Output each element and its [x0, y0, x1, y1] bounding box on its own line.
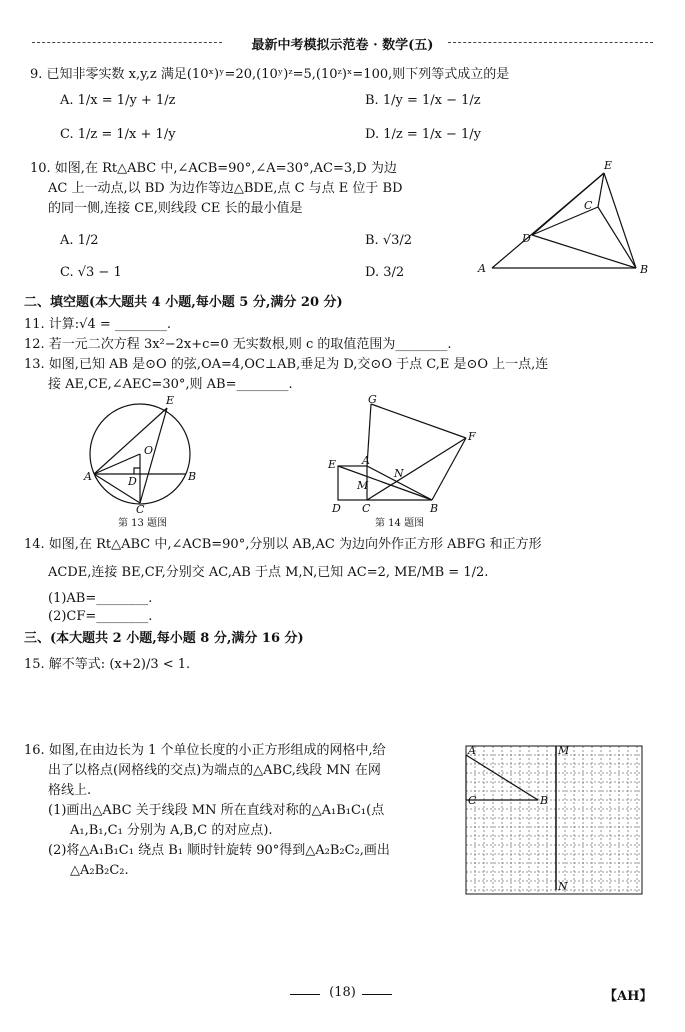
q9-option-b: B. 1/y = 1/x − 1/z [365, 93, 481, 108]
q14-label-g: G [368, 393, 377, 406]
q10-label-c: C [584, 199, 593, 212]
q14-label-f: F [468, 430, 476, 443]
header-rule-right [448, 42, 653, 43]
q14-label-a: A [362, 454, 370, 467]
q14-figure [326, 392, 486, 514]
q10-option-a: A. 1/2 [60, 233, 99, 248]
q16-label-m: M [558, 744, 570, 757]
q16-line5: A₁,B₁,C₁ 分别为 A,B,C 的对应点). [70, 823, 273, 838]
q13-line1: 13. 如图,已知 AB 是⊙O 的弦,OA=4,OC⊥AB,垂足为 D,交⊙O 于点 C,E 是⊙O 上一点,连 [24, 357, 549, 372]
section-2-title: 二、填空题(本大题共 4 小题,每小题 5 分,满分 20 分) [24, 295, 343, 310]
q9-option-d: D. 1/z = 1/x − 1/y [365, 127, 482, 142]
q10-line1: 10. 如图,在 Rt△ABC 中,∠ACB=90°,∠A=30°,AC=3,D 为边 [30, 161, 397, 176]
q13-figure [82, 392, 202, 514]
q10-line2: AC 上一动点,以 BD 为边作等边△BDE,点 C 与点 E 位于 BD [48, 181, 403, 196]
page-header: 最新中考模拟示范卷 · 数学(五) [251, 38, 434, 53]
q10-line3: 的同一侧,连接 CE,则线段 CE 长的最小值是 [48, 201, 303, 216]
q16-label-c: C [468, 794, 477, 807]
q9-option-a: A. 1/x = 1/y + 1/z [60, 93, 176, 108]
page-number: (18) [329, 985, 356, 1000]
q14-line1: 14. 如图,在 Rt△ABC 中,∠ACB=90°,分别以 AB,AC 为边向外作正方形 ABFG 和正方形 [24, 537, 542, 552]
q15-text: 15. 解不等式: (x+2)/3 < 1. [24, 657, 191, 672]
edition-tag: 【AH】 [604, 989, 653, 1004]
q14-label-d: D [332, 502, 341, 514]
q16-line3: 格线上. [48, 783, 92, 798]
q14-label-m: M [357, 479, 369, 492]
footer-rule-right [362, 994, 392, 995]
q10-option-b: B. √3/2 [365, 233, 413, 248]
q13-caption: 第 13 题图 [118, 518, 168, 529]
q10-label-d: D [522, 232, 531, 245]
q9-option-c: C. 1/z = 1/x + 1/y [60, 127, 176, 142]
q14-label-c: C [362, 502, 371, 514]
q13-label-d: D [128, 475, 137, 488]
q10-label-a: A [478, 262, 486, 275]
q16-line1: 16. 如图,在由边长为 1 个单位长度的小正方形组成的网格中,给 [24, 743, 386, 758]
q13-label-c: C [136, 503, 145, 514]
q13-label-b: B [188, 470, 197, 483]
q16-line7: △A₂B₂C₂. [70, 863, 129, 878]
q9-stem: 9. 已知非零实数 x,y,z 满足(10ˣ)ʸ=20,(10ʸ)ᶻ=5,(10ᶻ)ˣ=100,则下列等式成立的是 [30, 67, 510, 82]
q10-option-d: D. 3/2 [365, 265, 405, 280]
q16-label-b: B [540, 794, 549, 807]
q10-label-e: E [604, 159, 613, 172]
q14-label-n: N [394, 467, 404, 480]
q16-line6: (2)将△A₁B₁C₁ 绕点 B₁ 顺时针旋转 90°得到△A₂B₂C₂,画出 [48, 843, 390, 858]
q16-label-n: N [558, 880, 568, 893]
q12-text: 12. 若一元二次方程 3x²−2x+c=0 无实数根,则 c 的取值范围为________. [24, 337, 452, 352]
q14-sub1: (1)AB=________. [48, 591, 153, 606]
q10-option-c: C. √3 − 1 [60, 265, 122, 280]
q16-line4: (1)画出△ABC 关于线段 MN 所在直线对称的△A₁B₁C₁(点 [48, 803, 385, 818]
q10-label-b: B [640, 263, 649, 276]
q16-line2: 出了以格点(网格线的交点)为端点的△ABC,线段 MN 在网 [48, 763, 381, 778]
section-3-title: 三、(本大题共 2 小题,每小题 8 分,满分 16 分) [24, 631, 304, 646]
q14-caption: 第 14 题图 [375, 518, 425, 529]
q13-label-o: O [144, 444, 154, 457]
q14-label-b: B [430, 502, 439, 514]
q14-line2: ACDE,连接 BE,CF,分别交 AC,AB 于点 M,N,已知 AC=2, ME/MB = 1/2. [48, 565, 489, 580]
q16-grid-figure [462, 742, 646, 898]
q14-sub2: (2)CF=________. [48, 609, 153, 624]
q11-text: 11. 计算:√4 = ________. [24, 317, 172, 332]
q13-label-a: A [84, 470, 92, 483]
q13-line2: 接 AE,CE,∠AEC=30°,则 AB=________. [48, 377, 293, 392]
q14-label-e: E [328, 458, 337, 471]
q16-label-a: A [468, 744, 476, 757]
q13-label-e: E [166, 394, 175, 407]
q10-figure [470, 155, 660, 280]
